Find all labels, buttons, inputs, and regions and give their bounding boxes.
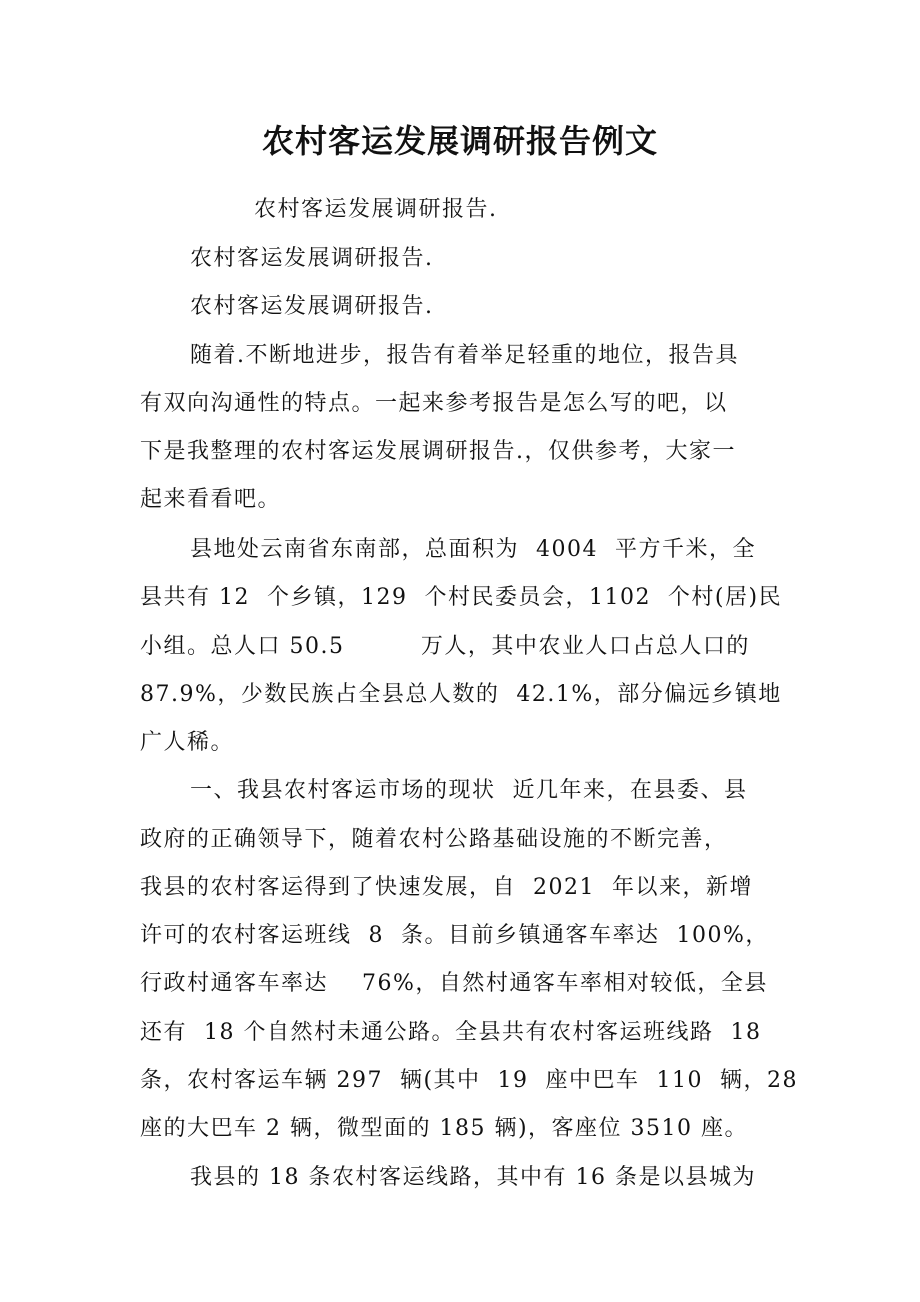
paragraph-line: 条，农村客运车辆 297 辆(其中 19 座中巴车 110 辆，28 xyxy=(140,1068,798,1093)
subtitle-line-3: 农村客运发展调研报告. xyxy=(190,294,434,319)
paragraph-line: 县地处云南省东南部，总面积为 4004 平方千米，全 xyxy=(190,537,756,562)
paragraph-line: 行政村通客车率达 76%，自然村通客车率相对较低，全县 xyxy=(140,971,768,996)
paragraph-line: 一、我县农村客运市场的现状 近几年来，在县委、县 xyxy=(190,778,748,803)
paragraph-line: 小组。总人口 50.5 万人，其中农业人口占总人口的 xyxy=(140,634,750,659)
paragraph-line: 还有 18 个自然村未通公路。全县共有农村客运班线路 18 xyxy=(140,1020,762,1045)
paragraph-line: 政府的正确领导下，随着农村公路基础设施的不断完善， xyxy=(140,827,728,852)
paragraph-line: 广人稀。 xyxy=(140,730,235,755)
subtitle-line-1: 农村客运发展调研报告. xyxy=(254,197,498,222)
paragraph-line: 县共有 12 个乡镇，129 个村民委员会，1102 个村(居)民 xyxy=(140,585,783,610)
paragraph-line: 87.9%，少数民族占全县总人数的 42.1%，部分偏远乡镇地 xyxy=(140,682,782,707)
paragraph-line: 许可的农村客运班线 8 条。目前乡镇通客车率达 100%， xyxy=(140,923,769,948)
paragraph-line: 起来看看吧。 xyxy=(140,487,282,512)
paragraph-line: 我县的 18 条农村客运线路，其中有 16 条是以县城为 xyxy=(190,1165,756,1190)
paragraph-line: 下是我整理的农村客运发展调研报告.，仅供参考，大家一 xyxy=(140,439,736,464)
subtitle-line-2: 农村客运发展调研报告. xyxy=(190,246,434,271)
paragraph-line: 有双向沟通性的特点。一起来参考报告是怎么写的吧，以 xyxy=(140,391,728,416)
paragraph-line: 我县的农村客运得到了快速发展，自 2021 年以来，新增 xyxy=(140,875,753,900)
paragraph-line: 座的大巴车 2 辆，微型面的 185 辆)，客座位 3510 座。 xyxy=(140,1116,749,1141)
paragraph-line: 随着.不断地进步，报告有着举足轻重的地位，报告具 xyxy=(190,343,739,368)
document-title: 农村客运发展调研报告例文 xyxy=(261,122,658,160)
